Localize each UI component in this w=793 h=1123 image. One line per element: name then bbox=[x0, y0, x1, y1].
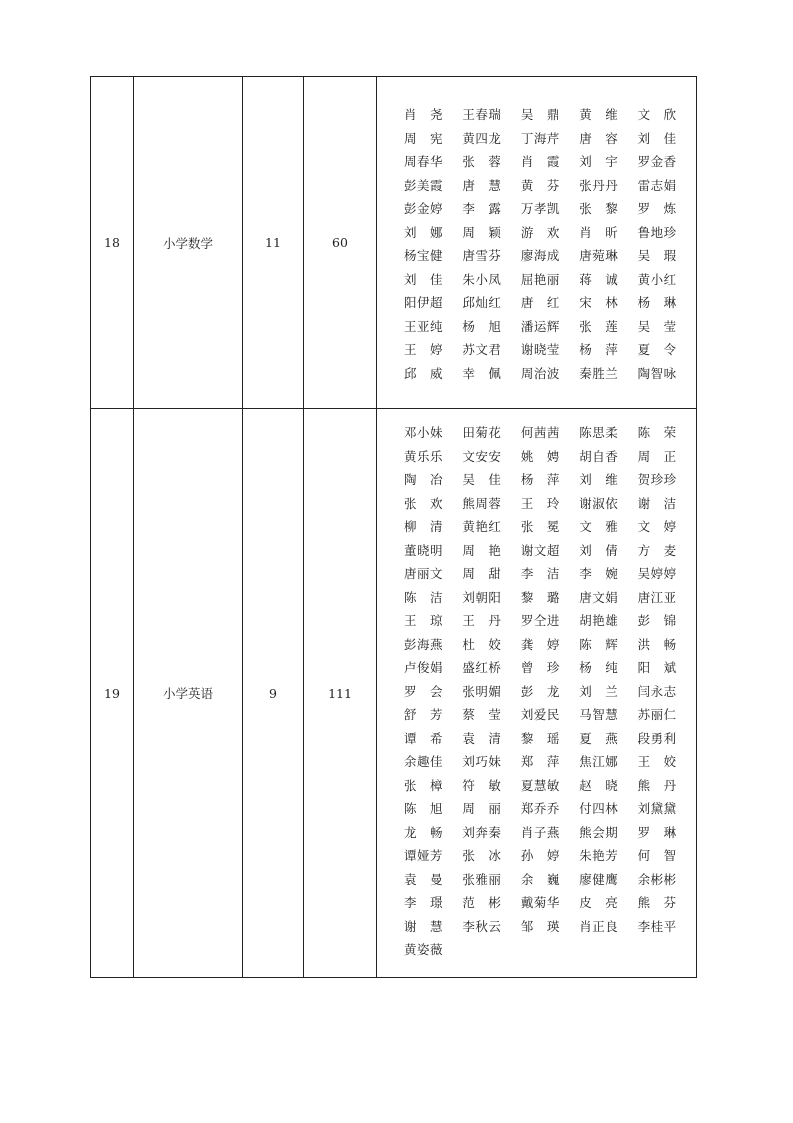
person-name: 邓小妹 bbox=[404, 425, 444, 440]
name-row bbox=[404, 244, 696, 268]
person-name: 邹 瑛 bbox=[520, 918, 560, 934]
person-name: 熊会期 bbox=[579, 824, 619, 840]
person-name: 夏 令 bbox=[637, 342, 677, 357]
person-name: 李秋云 bbox=[462, 918, 502, 934]
person-name: 熊 芬 bbox=[637, 895, 677, 910]
name-row bbox=[404, 539, 696, 563]
person-name: 彭 锦 bbox=[637, 613, 677, 628]
person-name: 张 莲 bbox=[579, 318, 619, 334]
person-name: 罗 会 bbox=[404, 683, 444, 699]
person-name: 黎 璐 bbox=[520, 589, 560, 605]
person-name: 曾 珍 bbox=[520, 660, 560, 675]
person-name: 张 冰 bbox=[462, 848, 502, 863]
person-name: 舒 芳 bbox=[404, 707, 444, 722]
person-name: 郑乔乔 bbox=[520, 801, 560, 816]
person-name: 陈 辉 bbox=[579, 636, 619, 652]
person-name: 黄 芬 bbox=[520, 177, 560, 193]
person-name: 吴 佳 bbox=[462, 472, 502, 487]
person-name: 盛红桥 bbox=[462, 660, 502, 675]
person-name: 何 智 bbox=[637, 848, 677, 863]
person-name: 闫永志 bbox=[637, 683, 677, 699]
name-row bbox=[404, 421, 696, 445]
person-name: 夏 燕 bbox=[579, 730, 619, 746]
person-name: 鲁地珍 bbox=[637, 224, 677, 240]
name-row bbox=[404, 127, 696, 151]
person-name: 符 敏 bbox=[462, 777, 502, 793]
name-row bbox=[404, 727, 696, 751]
person-name: 幸 佩 bbox=[462, 365, 502, 381]
person-name: 彭 龙 bbox=[520, 683, 560, 699]
person-name: 马智慧 bbox=[579, 707, 619, 722]
person-name: 黄 维 bbox=[579, 107, 619, 122]
name-row bbox=[404, 915, 696, 939]
name-row bbox=[404, 492, 696, 516]
person-name: 黄乐乐 bbox=[404, 448, 444, 464]
person-name: 袁 曼 bbox=[404, 871, 444, 887]
person-name: 陶智咏 bbox=[637, 365, 677, 381]
person-name: 陈 旭 bbox=[404, 801, 444, 816]
person-name: 周 颖 bbox=[462, 224, 502, 240]
person-name: 朱小凤 bbox=[462, 271, 502, 287]
person-name: 付四林 bbox=[579, 801, 619, 816]
person-name: 戴菊华 bbox=[520, 895, 560, 910]
person-name: 刘巧妹 bbox=[462, 754, 502, 769]
name-list bbox=[377, 77, 696, 385]
person-name: 周 甜 bbox=[462, 566, 502, 581]
person-name: 柳 清 bbox=[404, 519, 444, 534]
person-name: 吴 瑕 bbox=[637, 248, 677, 263]
person-name: 李 洁 bbox=[520, 566, 560, 581]
name-row bbox=[404, 338, 696, 362]
person-name: 邱灿红 bbox=[462, 295, 502, 310]
row-number: 19 bbox=[91, 409, 134, 978]
name-row bbox=[404, 609, 696, 633]
name-row bbox=[404, 680, 696, 704]
person-name: 黎 瑶 bbox=[520, 730, 560, 746]
results-table bbox=[90, 76, 697, 978]
person-name: 卢俊娟 bbox=[404, 660, 444, 675]
subject-cell: 小学英语 bbox=[134, 409, 243, 978]
person-name: 肖 霞 bbox=[520, 154, 560, 169]
person-name: 阳 斌 bbox=[637, 660, 677, 675]
table-row bbox=[91, 77, 697, 409]
person-name: 周 宪 bbox=[404, 130, 444, 146]
person-name: 谭 希 bbox=[404, 730, 444, 746]
person-name: 罗 琳 bbox=[637, 824, 677, 840]
person-name: 肖正良 bbox=[579, 918, 619, 934]
person-name: 文 雅 bbox=[579, 519, 619, 534]
person-name: 周春华 bbox=[404, 154, 444, 169]
person-name: 文 欣 bbox=[637, 107, 677, 122]
person-name: 谭娅芳 bbox=[404, 848, 444, 863]
name-row bbox=[404, 197, 696, 221]
person-name: 刘奔秦 bbox=[462, 824, 502, 840]
person-name: 洪 畅 bbox=[637, 636, 677, 652]
person-name: 刘 娜 bbox=[404, 224, 444, 240]
person-name: 廖健鹰 bbox=[579, 871, 619, 887]
person-name: 唐文娟 bbox=[579, 589, 619, 605]
person-name: 杜 姣 bbox=[462, 636, 502, 652]
person-name: 刘 佳 bbox=[404, 271, 444, 287]
name-row bbox=[404, 445, 696, 469]
person-name: 田菊花 bbox=[462, 425, 502, 440]
table-row bbox=[91, 409, 697, 978]
person-name: 唐江亚 bbox=[637, 589, 677, 605]
person-name: 潘运辉 bbox=[520, 318, 560, 334]
person-name: 李 露 bbox=[462, 201, 502, 216]
person-name: 范 彬 bbox=[462, 895, 502, 910]
person-name: 张 欢 bbox=[404, 495, 444, 511]
person-name: 张明媚 bbox=[462, 683, 502, 699]
person-name: 张 冕 bbox=[520, 519, 560, 534]
person-name: 彭金婷 bbox=[404, 201, 444, 216]
person-name: 刘 佳 bbox=[637, 130, 677, 146]
person-name: 唐雪芬 bbox=[462, 248, 502, 263]
count-cell-a: 11 bbox=[243, 77, 304, 409]
name-row bbox=[404, 656, 696, 680]
name-row bbox=[404, 750, 696, 774]
name-row bbox=[404, 821, 696, 845]
person-name: 张 黎 bbox=[579, 201, 619, 216]
person-name: 唐 容 bbox=[579, 130, 619, 146]
person-name: 丁海芹 bbox=[520, 130, 560, 146]
person-name: 张 樟 bbox=[404, 777, 444, 793]
person-name: 王 丹 bbox=[462, 613, 502, 628]
person-name: 袁 清 bbox=[462, 730, 502, 746]
person-name: 阳伊超 bbox=[404, 295, 444, 310]
person-name: 万孝凯 bbox=[520, 201, 560, 216]
person-name: 王亚纯 bbox=[404, 318, 444, 334]
person-name: 赵 晓 bbox=[579, 777, 619, 793]
name-row bbox=[404, 315, 696, 339]
person-name: 周治波 bbox=[520, 365, 560, 381]
person-name: 余彬彬 bbox=[637, 871, 677, 887]
person-name: 谢文超 bbox=[520, 542, 560, 558]
person-name: 谢晓莹 bbox=[520, 342, 560, 357]
person-name: 陈思柔 bbox=[579, 425, 619, 440]
name-row bbox=[404, 268, 696, 292]
name-row bbox=[404, 774, 696, 798]
count-cell-a: 9 bbox=[243, 409, 304, 978]
person-name: 刘 倩 bbox=[579, 542, 619, 558]
person-name: 杨宝健 bbox=[404, 248, 444, 263]
person-name: 周 正 bbox=[637, 448, 677, 464]
person-name: 余趣佳 bbox=[404, 754, 444, 769]
person-name: 焦江娜 bbox=[579, 754, 619, 769]
person-name: 董晓明 bbox=[404, 542, 444, 558]
person-name: 张雅丽 bbox=[462, 871, 502, 887]
person-name: 苏丽仁 bbox=[637, 707, 677, 722]
names-cell bbox=[377, 77, 697, 409]
name-row bbox=[404, 868, 696, 892]
person-name: 李 婉 bbox=[579, 566, 619, 581]
person-name: 朱艳芳 bbox=[579, 848, 619, 863]
person-name: 谢淑依 bbox=[579, 495, 619, 511]
person-name: 刘黛黛 bbox=[637, 801, 677, 816]
person-name: 陈 荣 bbox=[637, 425, 677, 440]
name-row bbox=[404, 150, 696, 174]
person-name: 何茜茜 bbox=[520, 425, 560, 440]
name-row bbox=[404, 891, 696, 915]
person-name: 唐丽文 bbox=[404, 566, 444, 581]
person-name: 文安安 bbox=[462, 448, 502, 464]
subject-cell: 小学数学 bbox=[134, 77, 243, 409]
name-row bbox=[404, 797, 696, 821]
person-name: 肖 尧 bbox=[404, 107, 444, 122]
person-name: 肖 昕 bbox=[579, 224, 619, 240]
person-name: 段勇利 bbox=[637, 730, 677, 746]
name-row bbox=[404, 221, 696, 245]
person-name: 刘 宇 bbox=[579, 154, 619, 169]
person-name: 夏慧敏 bbox=[520, 777, 560, 793]
person-name: 王 玲 bbox=[520, 495, 560, 511]
person-name: 雷志娟 bbox=[637, 177, 677, 193]
person-name: 张 蓉 bbox=[462, 154, 502, 169]
name-row bbox=[404, 938, 696, 962]
person-name: 孙 婷 bbox=[520, 848, 560, 863]
person-name: 张丹丹 bbox=[579, 177, 619, 193]
person-name: 刘 兰 bbox=[579, 683, 619, 699]
person-name: 肖子燕 bbox=[520, 824, 560, 840]
person-name: 杨 琳 bbox=[637, 295, 677, 310]
person-name: 吴 莹 bbox=[637, 318, 677, 334]
person-name: 彭海燕 bbox=[404, 636, 444, 652]
person-name: 黄艳红 bbox=[462, 519, 502, 534]
name-row bbox=[404, 633, 696, 657]
person-name: 陶 冶 bbox=[404, 472, 444, 487]
person-name: 刘朝阳 bbox=[462, 589, 502, 605]
name-row bbox=[404, 586, 696, 610]
person-name: 周 丽 bbox=[462, 801, 502, 816]
person-name: 唐 红 bbox=[520, 295, 560, 310]
person-name: 刘 维 bbox=[579, 472, 619, 487]
person-name: 谢 慧 bbox=[404, 918, 444, 934]
person-name: 周 艳 bbox=[462, 542, 502, 558]
person-name: 文 婷 bbox=[637, 519, 677, 534]
person-name: 刘爱民 bbox=[520, 707, 560, 722]
count-cell-b: 60 bbox=[304, 77, 377, 409]
name-row bbox=[404, 291, 696, 315]
name-row bbox=[404, 703, 696, 727]
person-name: 郑 萍 bbox=[520, 754, 560, 769]
person-name: 黄小红 bbox=[637, 271, 677, 287]
name-row bbox=[404, 562, 696, 586]
person-name: 吴 鼎 bbox=[520, 107, 560, 122]
person-name: 廖海成 bbox=[520, 248, 560, 263]
person-name: 贺珍珍 bbox=[637, 472, 677, 487]
person-name: 罗仝进 bbox=[520, 613, 560, 628]
name-list bbox=[377, 409, 696, 962]
person-name: 吴婷婷 bbox=[637, 566, 677, 581]
person-name: 屈艳丽 bbox=[520, 271, 560, 287]
person-name: 蒋 诚 bbox=[579, 271, 619, 287]
person-name: 李 璟 bbox=[404, 895, 444, 910]
person-name: 熊 丹 bbox=[637, 777, 677, 793]
person-name: 蔡 莹 bbox=[462, 707, 502, 722]
person-name: 秦胜兰 bbox=[579, 365, 619, 381]
person-name: 杨 旭 bbox=[462, 318, 502, 334]
names-cell bbox=[377, 409, 697, 978]
person-name: 胡自香 bbox=[579, 448, 619, 464]
name-row bbox=[404, 174, 696, 198]
person-name: 杨 萍 bbox=[579, 342, 619, 357]
person-name: 彭美霞 bbox=[404, 177, 444, 193]
person-name: 王春瑞 bbox=[462, 107, 502, 122]
person-name: 杨 萍 bbox=[520, 472, 560, 487]
name-row bbox=[404, 844, 696, 868]
name-row bbox=[404, 103, 696, 127]
person-name: 罗 炼 bbox=[637, 201, 677, 216]
person-name: 方 麦 bbox=[637, 542, 677, 558]
person-name: 龙 畅 bbox=[404, 824, 444, 840]
person-name: 李桂平 bbox=[637, 918, 677, 934]
person-name: 胡艳雄 bbox=[579, 613, 619, 628]
person-name: 熊周蓉 bbox=[462, 495, 502, 511]
count-cell-b: 111 bbox=[304, 409, 377, 978]
person-name: 皮 亮 bbox=[579, 895, 619, 910]
person-name: 唐菀琳 bbox=[579, 248, 619, 263]
person-name: 王 婷 bbox=[404, 342, 444, 357]
person-name: 王 琼 bbox=[404, 613, 444, 628]
person-name: 王 姣 bbox=[637, 754, 677, 769]
person-name: 游 欢 bbox=[520, 224, 560, 240]
person-name: 邱 威 bbox=[404, 365, 444, 381]
name-row bbox=[404, 362, 696, 386]
person-name: 罗金香 bbox=[637, 154, 677, 169]
row-number: 18 bbox=[91, 77, 134, 409]
person-name: 苏文君 bbox=[462, 342, 502, 357]
person-name: 谢 洁 bbox=[637, 495, 677, 511]
person-name: 唐 慧 bbox=[462, 177, 502, 193]
person-name: 黄四龙 bbox=[462, 130, 502, 146]
name-row bbox=[404, 515, 696, 539]
person-name: 宋 林 bbox=[579, 295, 619, 310]
person-name: 杨 纯 bbox=[579, 660, 619, 675]
person-name: 龚 婷 bbox=[520, 636, 560, 652]
person-name: 余 巍 bbox=[520, 871, 560, 887]
person-name: 姚 娉 bbox=[520, 448, 560, 464]
name-row bbox=[404, 468, 696, 492]
person-name: 陈 洁 bbox=[404, 589, 444, 605]
person-name: 黄姿薇 bbox=[404, 942, 444, 957]
